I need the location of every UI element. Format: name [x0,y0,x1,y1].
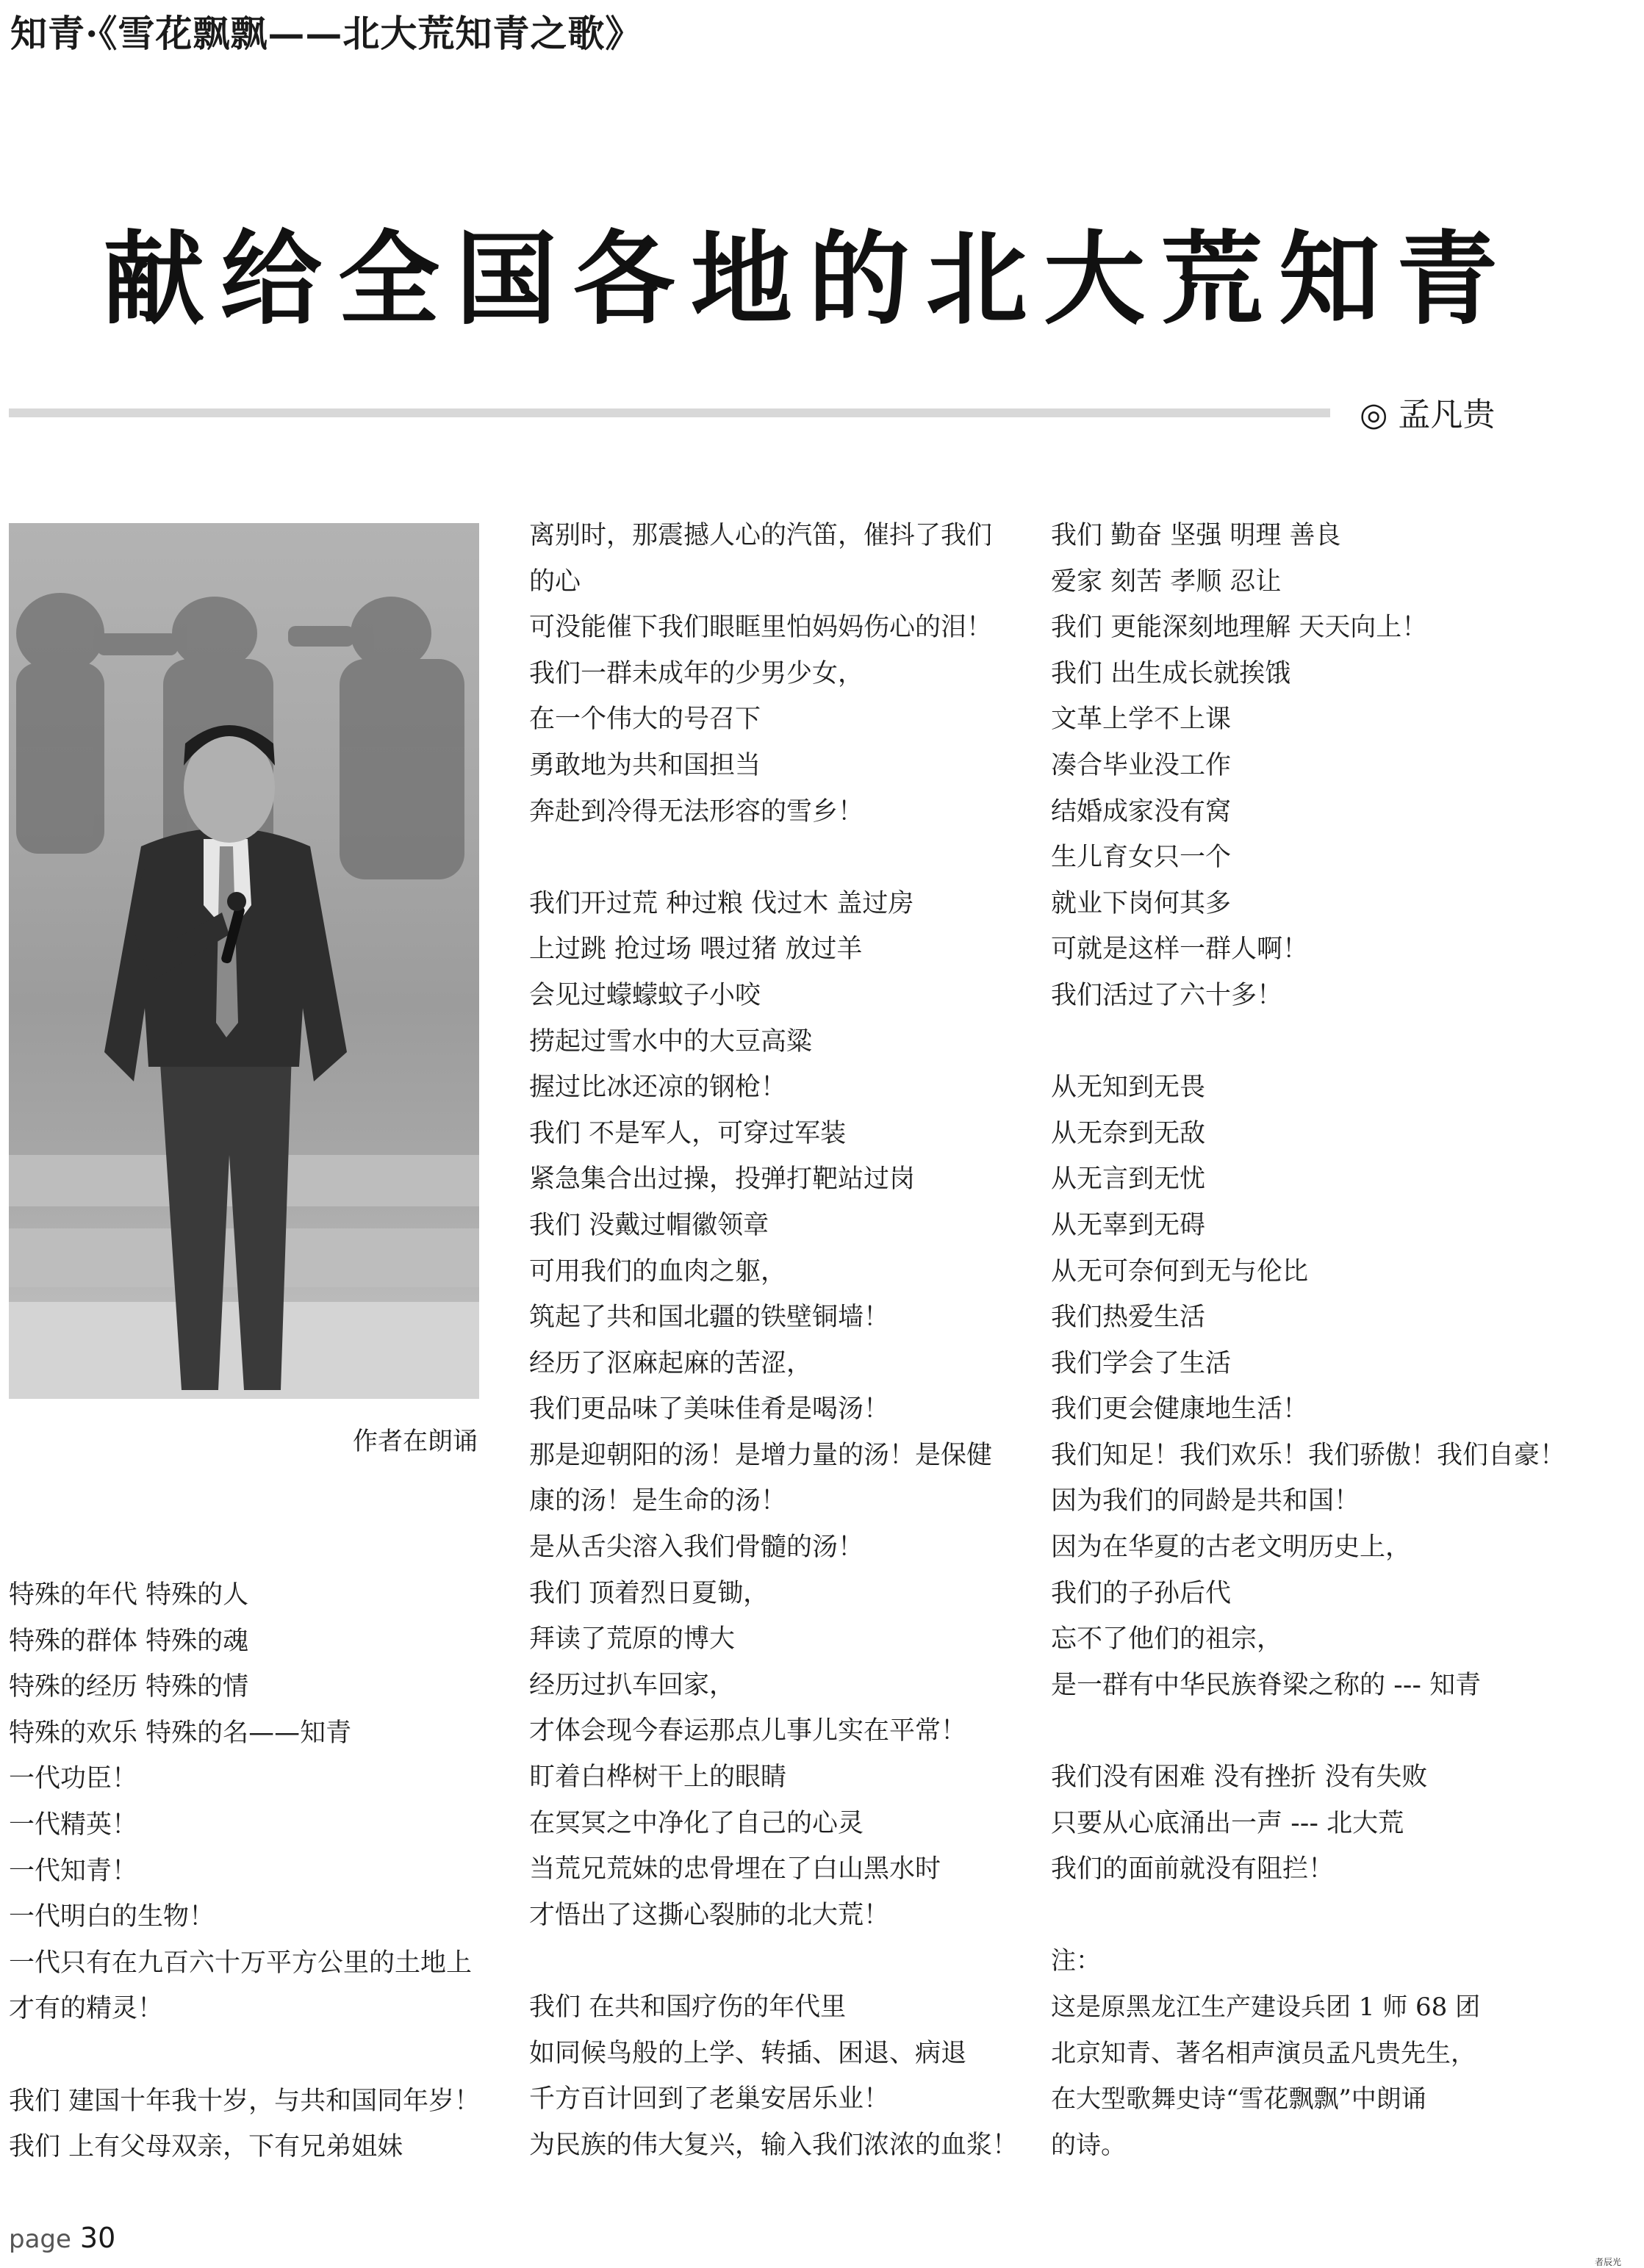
poem-line: 一代功臣！ [9,1764,138,1794]
poem-line: 紧急集合出过操，投弹打靶站过岗 [529,1164,916,1195]
poem-line: 特殊的经历 特殊的情 [9,1672,249,1702]
poem-line: 经历了沤麻起麻的苦涩， [529,1348,813,1378]
poem-line: 只要从心底涌出一声 --- 北大荒 [1051,1808,1404,1838]
note-line: 的诗。 [1051,2130,1126,2160]
poem-title: 献给全国各地的北大荒知青 [103,219,1515,339]
poem-line: 才悟出了这撕心裂肺的北大荒！ [529,1900,890,1930]
poem-line: 我们活过了六十多！ [1051,980,1283,1010]
poem-line: 当荒兄荒妹的忠骨埋在了白山黑水时 [529,1854,941,1884]
poem-line: 一代知青！ [9,1856,138,1886]
author-byline: ◎ 孟凡贵 [1360,396,1496,433]
photo-caption: 作者在朗诵 [353,1427,478,1456]
poem-line: 一代精英！ [9,1810,138,1840]
poem-line: 为民族的伟大复兴，输入我们浓浓的血浆！ [529,2130,1019,2160]
poem-line: 我们 勤奋 坚强 明理 善良 [1051,521,1341,550]
poem-line: 我们的子孙后代 [1051,1578,1232,1608]
poem-line [1051,1893,1632,1939]
poem-line: 我们知足！我们欢乐！我们骄傲！我们自豪！ [1051,1440,1566,1470]
poem-line: 离别时，那震撼人心的汽笛，催抖了我们 [529,521,993,550]
poem-line: 结婚成家没有窝 [1051,796,1232,827]
page-number-value: 30 [79,2222,116,2254]
poem-line [1051,1708,1632,1754]
poem-line: 千方百计回到了老巢安居乐业！ [529,2084,890,2114]
poem-column-2 [529,513,1019,2168]
poem-line: 拜读了荒原的博大 [529,1624,736,1655]
poem-line [9,2032,494,2078]
poem-column-3 [1051,513,1632,2168]
poem-line: 我们 建国十年我十岁，与共和国同年岁！ [9,2086,481,2116]
poem-line: 生儿育女只一个 [1051,843,1232,873]
poem-line: 我们更会健康地生活！ [1051,1394,1309,1425]
poem-line: 我们 出生成长就挨饿 [1051,658,1291,688]
page-number [9,2222,115,2254]
poem-line: 捞起过雪水中的大豆高粱 [529,1026,813,1056]
poem-line: 可用我们的血肉之躯， [529,1256,787,1286]
poem-line: 从无言到无忧 [1051,1164,1206,1195]
poem-line: 可就是这样一群人啊！ [1051,935,1309,965]
poem-line: 经历过扒车回家， [529,1670,736,1700]
poem-line: 的心 [529,566,581,597]
poem-line: 我们 没戴过帽徽领章 [529,1210,769,1240]
note-line: 注： [1051,1946,1101,1976]
poem-line: 才有的精灵！ [9,1994,164,2024]
poem-line: 一代只有在九百六十万平方公里的土地上 [9,1948,473,1978]
poem-line: 勇敢地为共和国担当 [529,750,761,780]
section-header: 知青·《雪花飘飘——北大荒知青之歌》 [10,12,643,55]
poem-column-1 [9,1572,494,2170]
poem-line [1051,1019,1632,1065]
poem-line: 可没能催下我们眼眶里怕妈妈伤心的泪！ [529,613,993,643]
poem-line: 上过跳 抢过场 喂过猪 放过羊 [529,935,863,965]
poem-line: 是一群有中华民族脊梁之称的 --- 知青 [1051,1670,1482,1700]
poem-line: 特殊的欢乐 特殊的名——知青 [9,1718,352,1748]
poem-line: 忘不了他们的祖宗， [1051,1624,1283,1655]
poem-line: 我们更品味了美味佳肴是喝汤！ [529,1394,890,1425]
poem-line: 我们学会了生活 [1051,1348,1232,1378]
note-line: 北京知青、著名相声演员孟凡贵先生， [1051,2038,1476,2068]
author-note [1051,1938,1632,2168]
note-line: 在大型歌舞史诗“雪花飘飘”中朗诵 [1051,2084,1426,2114]
poem-line: 就业下岗何其多 [1051,888,1232,918]
poem-line: 一代明白的生物！ [9,1902,215,1932]
poem-line [529,835,1014,881]
poem-line: 从无奈到无敌 [1051,1118,1206,1148]
poem-line [529,1938,1014,1984]
poem-line: 我们没有困难 没有挫折 没有失败 [1051,1763,1428,1793]
poem-line: 会见过蠓蠓蚊子小咬 [529,980,761,1010]
poem-line: 从无辜到无碍 [1051,1210,1206,1240]
title-divider [9,408,1330,417]
page-label: page [9,2225,71,2254]
poem-line: 筑起了共和国北疆的铁壁铜墙！ [529,1303,890,1333]
poem-line: 文革上学不上课 [1051,705,1232,735]
poem-line: 特殊的群体 特殊的魂 [9,1626,249,1656]
poem-line: 才体会现今春运那点儿事儿实在平常！ [529,1716,967,1746]
poem-line: 奔赴到冷得无法形容的雪乡！ [529,796,864,827]
poem-line: 凑合毕业没工作 [1051,750,1232,780]
poem-line: 盯着白桦树干上的眼睛 [529,1763,787,1793]
poem-line: 如同候鸟般的上学、转插、困退、病退 [529,2038,967,2068]
poem-line: 是从舌尖溶入我们骨髓的汤！ [529,1533,864,1563]
poem-line: 我们开过荒 种过粮 伐过木 盖过房 [529,888,914,918]
poem-line: 特殊的年代 特殊的人 [9,1580,249,1610]
poem-line: 我们热爱生活 [1051,1303,1206,1333]
poem-line: 我们一群未成年的少男少女， [529,658,864,688]
poem-line: 我们的面前就没有阻拦！ [1051,1854,1335,1884]
poem-line: 因为在华夏的古老文明历史上， [1051,1533,1412,1563]
poem-line: 在冥冥之中净化了自己的心灵 [529,1808,864,1838]
poem-line: 握过比冰还凉的钢枪！ [529,1073,787,1103]
note-line: 这是原黑龙江生产建设兵团 1 师 68 团 [1051,1992,1481,2022]
author-photo [9,523,479,1399]
poem-line: 我们 上有父母双亲，下有兄弟姐妹 [9,2132,403,2162]
poem-line: 我们 顶着烈日夏锄， [529,1578,769,1608]
publication-mark: 者辰光 [1595,2257,1622,2267]
poem-line: 爱家 刻苦 孝顺 忍让 [1051,566,1282,597]
poem-line: 我们 更能深刻地理解 天天向上！ [1051,613,1428,643]
poem-line: 从无可奈何到无与伦比 [1051,1256,1309,1286]
poem-line: 那是迎朝阳的汤！是增力量的汤！是保健 [529,1440,993,1470]
poem-line: 康的汤！是生命的汤！ [529,1486,787,1516]
poem-line: 在一个伟大的号召下 [529,705,761,735]
poem-line: 因为我们的同龄是共和国！ [1051,1486,1360,1516]
poem-line: 我们 不是军人，可穿过军装 [529,1118,847,1148]
poem-line: 从无知到无畏 [1051,1073,1206,1103]
poem-line: 我们 在共和国疗伤的年代里 [529,1992,847,2022]
